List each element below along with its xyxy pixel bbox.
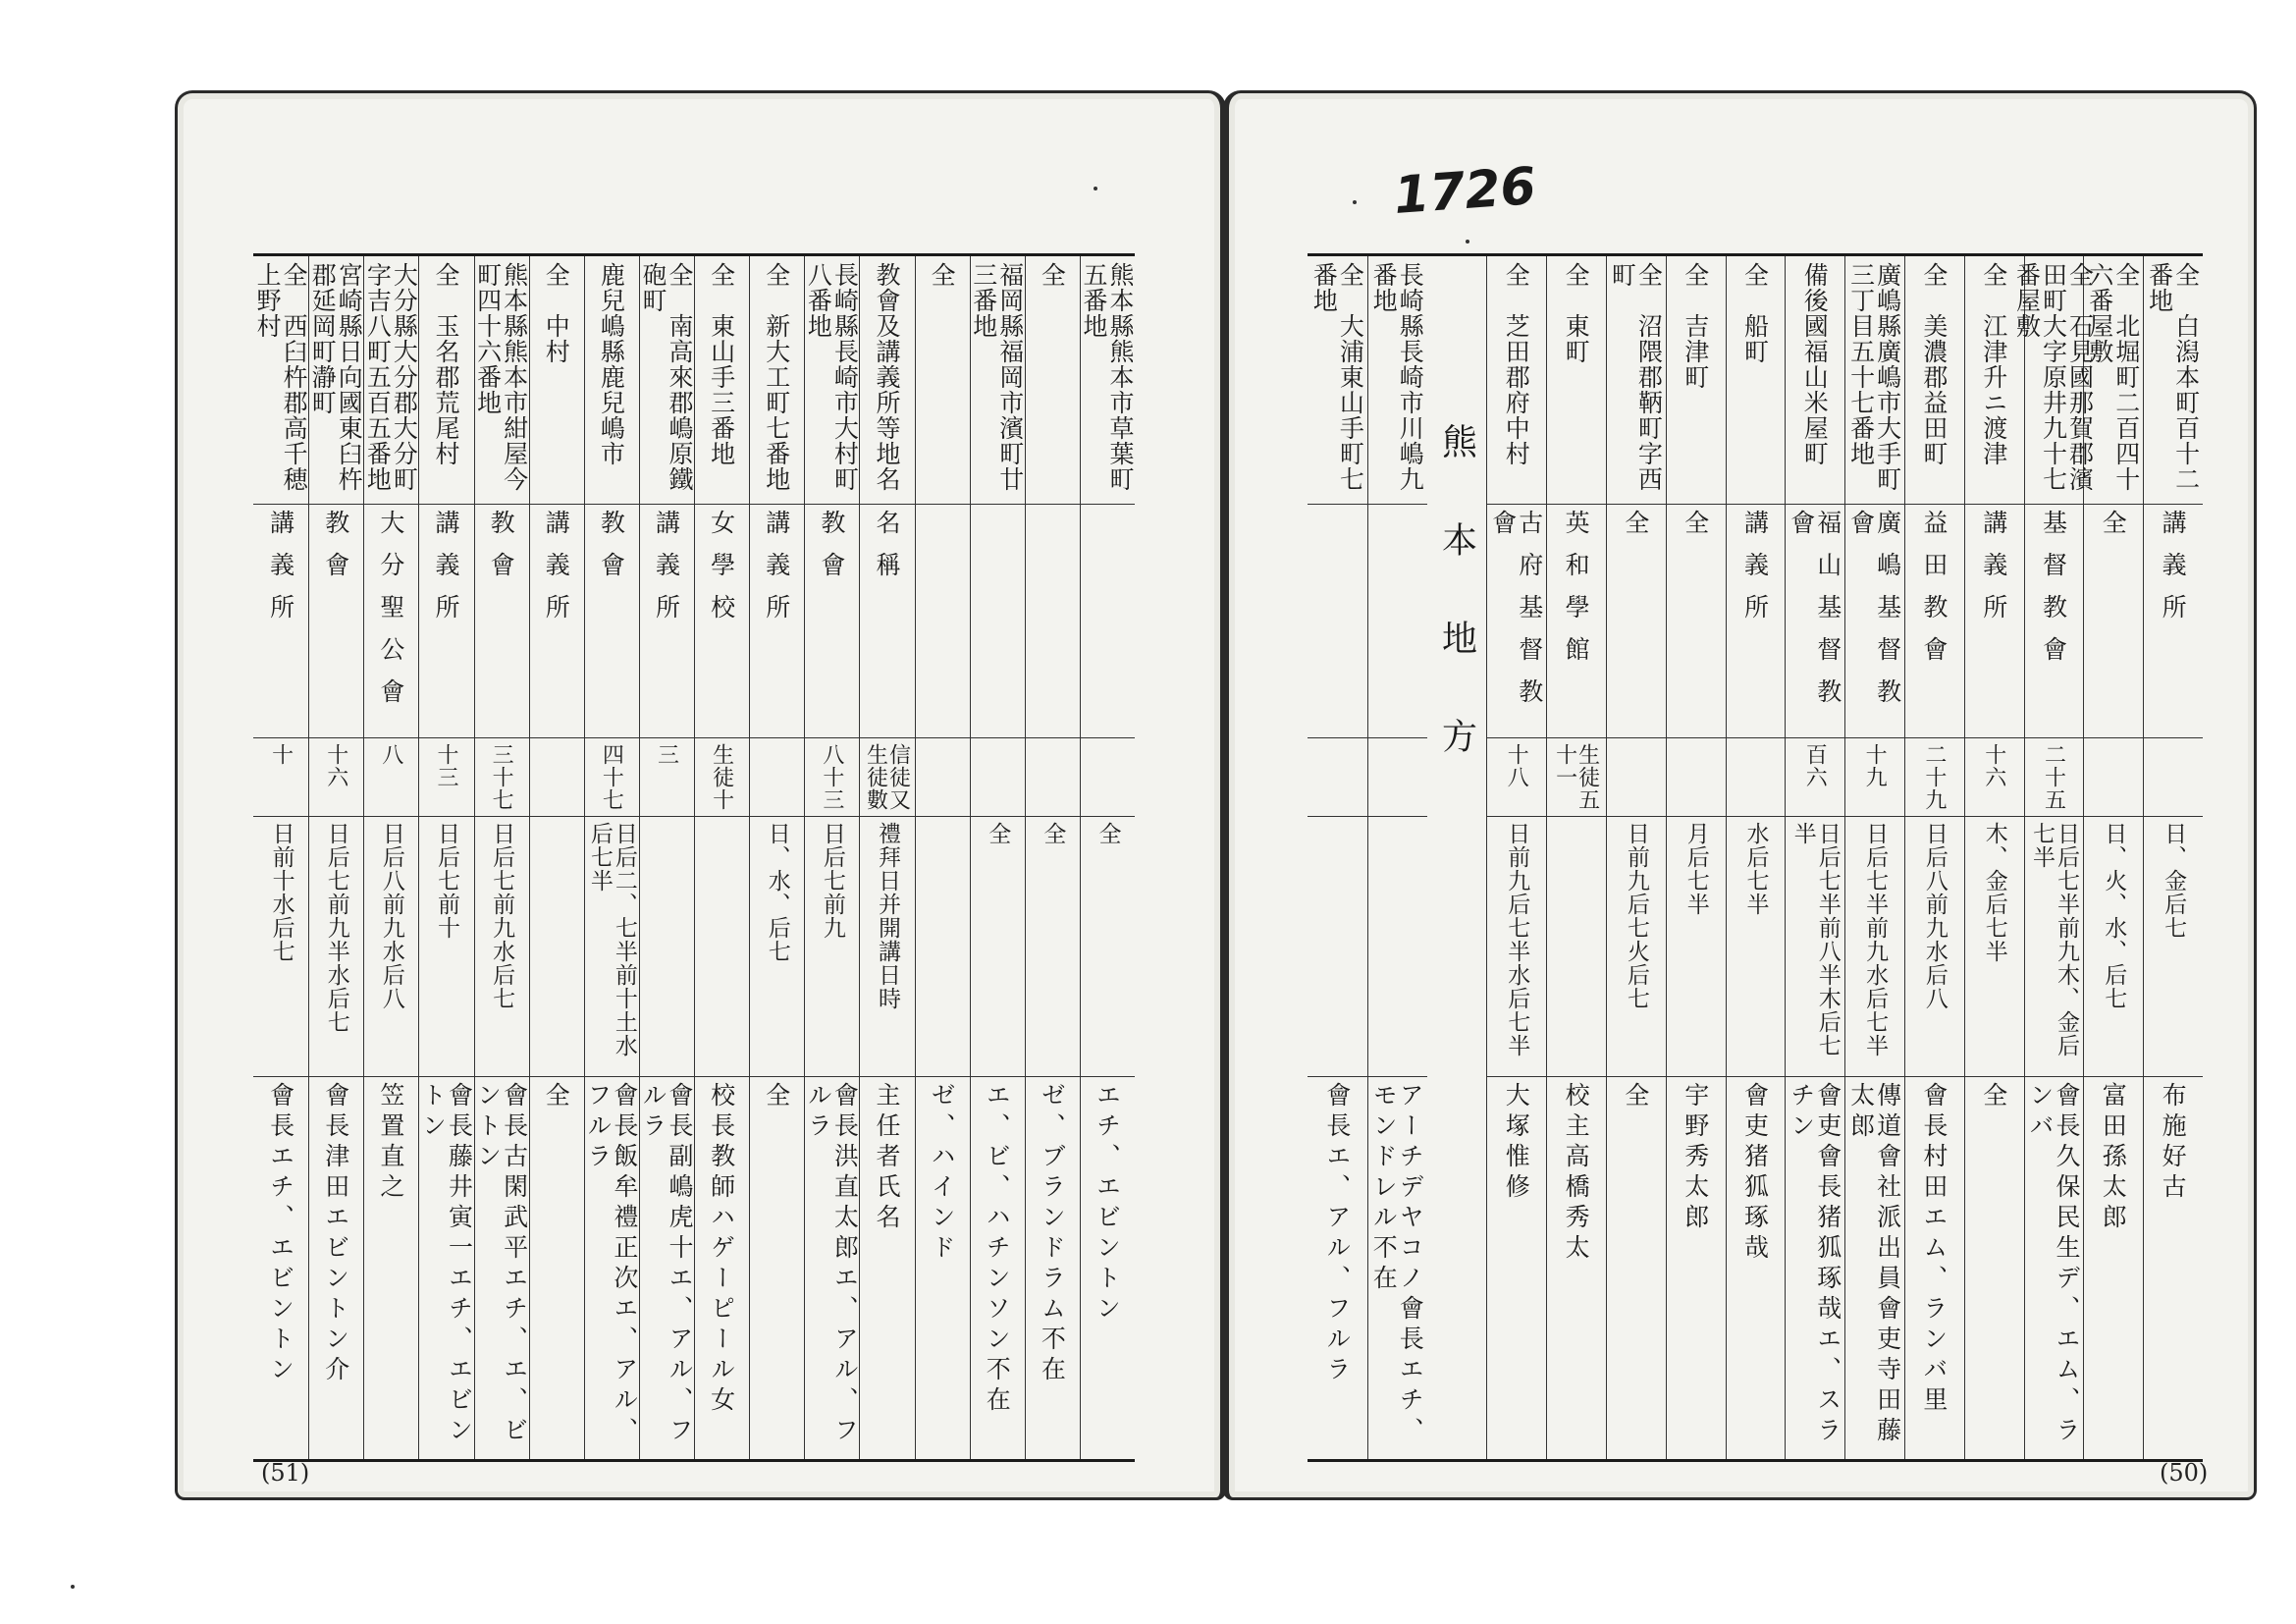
- table-column: [639, 256, 695, 1459]
- name-cell: 福山基督教會: [1787, 510, 1842, 721]
- address-cell: 鹿兒嶋縣鹿兒嶋市: [597, 262, 626, 466]
- address-cell: 全 沼隈郡鞆町字西町: [1608, 262, 1664, 492]
- person-in-charge-cell: 全: [762, 1082, 791, 1112]
- table-column: [1025, 256, 1081, 1459]
- service-time-cell: [915, 816, 970, 1076]
- table-column: [1308, 256, 1368, 1459]
- service-time-cell: [694, 816, 749, 1076]
- name-cell: 全: [2099, 510, 2128, 552]
- address-cell: 宮崎縣日向國東臼杵郡延岡町瀞町: [308, 262, 364, 492]
- service-time-cell: 日后七前十: [433, 822, 459, 940]
- address-cell: 熊本縣熊本市紺屋今町四十六番地: [473, 262, 529, 492]
- member-count-cell: 二十九: [1921, 743, 1947, 811]
- page-number-left: (51): [261, 1459, 310, 1487]
- person-in-charge-cell: 布施好古: [2159, 1082, 2188, 1204]
- member-count-cell: [1025, 737, 1080, 816]
- name-cell: 名稱: [872, 510, 901, 594]
- table-column: [1904, 256, 1965, 1459]
- member-count-cell: [529, 737, 584, 816]
- table-column: [1486, 256, 1547, 1459]
- member-count-cell: 十八: [1504, 743, 1529, 788]
- address-cell: 全 北堀町二百四十六番屋敷: [2085, 262, 2141, 492]
- name-cell: 講義所: [1740, 510, 1770, 636]
- member-count-cell: 十六: [1981, 743, 2006, 788]
- table-column: [1666, 256, 1727, 1459]
- member-count-cell: 十九: [1862, 743, 1888, 788]
- member-count-cell: 十: [268, 743, 294, 766]
- service-time-cell: 日后七前九水后七: [489, 822, 515, 1010]
- person-in-charge-cell: 會長村田エム、ランバ里: [1919, 1082, 1949, 1417]
- address-cell: 全 中村: [542, 262, 571, 364]
- address-cell: 全 船町: [1740, 262, 1770, 364]
- person-in-charge-cell: エチ、エビントン: [1093, 1082, 1122, 1326]
- service-time-cell: [639, 816, 694, 1076]
- member-count-cell: 八: [378, 743, 403, 766]
- address-cell: 全 石見國那賀郡濱田町大字原井九十七番屋敷: [2012, 262, 2095, 492]
- table-column: [1367, 256, 1428, 1459]
- speck: [1353, 200, 1357, 204]
- person-in-charge-cell: 會吏會長猪狐琢哉エ、スラチン: [1787, 1082, 1842, 1447]
- handwritten-number: 1726: [1392, 157, 1538, 226]
- person-in-charge-cell: 主任者氏名: [872, 1082, 901, 1234]
- name-cell: 教會: [597, 510, 626, 594]
- service-time-cell: 日后八前九水后八: [378, 822, 404, 1010]
- person-in-charge-cell: 全: [1621, 1082, 1650, 1112]
- table-column: [915, 256, 971, 1459]
- service-time-cell: 日、金后七: [2161, 822, 2187, 940]
- address-cell: 熊本縣熊本市草葉町五番地: [1079, 262, 1135, 492]
- member-count-cell: [1606, 737, 1666, 816]
- name-cell: [1025, 504, 1080, 737]
- address-cell: 全 芝田郡府中村: [1502, 262, 1531, 466]
- name-cell: [1308, 504, 1367, 737]
- service-time-cell: [1308, 816, 1367, 1076]
- person-in-charge-cell: 會長藤井寅一エチ、エビントン: [418, 1082, 474, 1447]
- address-cell: 全 江津升ニ渡津: [1979, 262, 2008, 466]
- person-in-charge-cell: 會吏猪狐琢哉: [1740, 1082, 1770, 1265]
- address-cell: 大分縣大分郡大分町字吉八町五百五番地: [363, 262, 419, 492]
- table-column: [1427, 256, 1488, 1459]
- address-cell: 長崎縣長崎市大村町八番地: [804, 262, 860, 492]
- person-in-charge-cell: 笠置直之: [376, 1082, 405, 1204]
- service-time-cell: 禮拜日并開講日時: [874, 822, 900, 1010]
- table-column: [1844, 256, 1905, 1459]
- service-time-cell: 日后七半前九水后七半: [1862, 822, 1889, 1057]
- address-cell: 教會及講義所等地名: [872, 262, 901, 492]
- service-time-cell: 全: [1040, 822, 1066, 845]
- name-cell: [915, 504, 970, 737]
- member-count-cell: [1367, 737, 1427, 816]
- person-in-charge-cell: 會長洪直太郎エ、アル、フルラ: [804, 1082, 860, 1447]
- address-cell: 長崎縣長崎市川嶋九番地: [1369, 262, 1425, 492]
- member-count-cell: 十三: [433, 743, 458, 788]
- member-count-cell: [1080, 737, 1135, 816]
- member-count-cell: [970, 737, 1025, 816]
- address-cell: 全 美濃郡益田町: [1919, 262, 1949, 466]
- table-column: [253, 256, 309, 1459]
- name-cell: 講義所: [266, 510, 295, 636]
- member-count-cell: [1666, 737, 1726, 816]
- service-time-cell: 日后七前九: [819, 822, 845, 940]
- person-in-charge-cell: 會長津田エビントン介: [321, 1082, 350, 1386]
- member-count-cell: [2143, 737, 2203, 816]
- member-count-cell: 信徒又生徒數: [863, 743, 911, 811]
- member-count-cell: 百六: [1802, 743, 1828, 788]
- member-count-cell: [749, 737, 804, 816]
- service-time-cell: [1546, 816, 1606, 1076]
- table-column: [418, 256, 474, 1459]
- table-column: [1546, 256, 1607, 1459]
- speck: [1466, 240, 1469, 244]
- table-column: [970, 256, 1026, 1459]
- person-in-charge-cell: 校長教師ハゲーピール女: [707, 1082, 736, 1417]
- service-time-cell: 日后七半前九木、金后七半: [2029, 822, 2079, 1057]
- address-cell: 全 新大工町七番地: [762, 262, 791, 492]
- table-column: [529, 256, 585, 1459]
- member-count-cell: 生徒五十一: [1552, 743, 1600, 811]
- name-cell: 講義所: [762, 510, 791, 636]
- name-cell: 英和學館: [1562, 510, 1591, 678]
- person-in-charge-cell: 大塚惟修: [1502, 1082, 1531, 1204]
- service-time-cell: 全: [985, 822, 1011, 845]
- table-column: [2083, 256, 2144, 1459]
- name-cell: 講義所: [542, 510, 571, 636]
- member-count-cell: 八十三: [819, 743, 844, 811]
- person-in-charge-cell: ゼ、ハインド: [928, 1082, 957, 1265]
- person-in-charge-cell: 富田孫太郎: [2099, 1082, 2128, 1234]
- address-cell: 全 東山手三番地: [707, 262, 736, 466]
- service-time-cell: 水后七半: [1742, 822, 1769, 916]
- address-cell: 全 南高來郡嶋原鐵砲町: [638, 262, 694, 492]
- address-cell: 全 東町: [1562, 262, 1591, 364]
- left-directory-table: [253, 253, 1135, 1462]
- person-in-charge-cell: 全: [1979, 1082, 2008, 1112]
- table-column: [1080, 256, 1135, 1459]
- table-column: [474, 256, 530, 1459]
- service-time-cell: [1367, 816, 1427, 1076]
- person-in-charge-cell: エ、ビ、ハチンソン不在: [983, 1082, 1012, 1417]
- service-time-cell: [529, 816, 584, 1076]
- person-in-charge-cell: 會長エチ、エビントン: [266, 1082, 295, 1386]
- member-count-cell: 三十七: [489, 743, 514, 811]
- person-in-charge-cell: 會長飯牟禮正次エ、アル、フルラ: [583, 1082, 639, 1447]
- table-column: [363, 256, 419, 1459]
- service-time-cell: 日、火、水、后七: [2101, 822, 2127, 1010]
- name-cell: 全: [1621, 510, 1650, 552]
- page-number-right: (50): [2160, 1459, 2209, 1487]
- service-time-cell: 日后二、七半前十土水后七半: [586, 822, 637, 1057]
- person-in-charge-cell: 會長久保民生デ、エム、ランバ: [2026, 1082, 2081, 1447]
- service-time-cell: 木、金后七半: [1981, 822, 2007, 963]
- address-cell: 全 玉名郡荒尾村: [431, 262, 460, 466]
- service-time-cell: 日、水、后七: [764, 822, 790, 963]
- service-time-cell: 日前九后七火后七: [1623, 822, 1649, 1010]
- table-column: [2143, 256, 2203, 1459]
- name-cell: 講義所: [652, 510, 681, 636]
- person-in-charge-cell: 會長エ、アル、フルラ: [1322, 1082, 1352, 1386]
- service-time-cell: 日后八前九水后八: [1921, 822, 1948, 1010]
- name-cell: 教會: [817, 510, 846, 594]
- person-in-charge-cell: 校主高橋秀太: [1562, 1082, 1591, 1265]
- table-column: [694, 256, 750, 1459]
- person-in-charge-cell: 會長古閑武平エチ、エ、ビントン: [473, 1082, 529, 1447]
- member-count-cell: 三: [654, 743, 679, 766]
- name-cell: 講義所: [1979, 510, 2008, 636]
- address-cell: 廣嶋縣廣嶋市大手町三丁目五十七番地: [1846, 262, 1902, 492]
- service-time-cell: 日前九后七半水后七半: [1504, 822, 1530, 1057]
- name-cell: 女學校: [707, 510, 736, 636]
- table-column: [584, 256, 640, 1459]
- member-count-cell: [2083, 737, 2143, 816]
- member-count-cell: [1726, 737, 1786, 816]
- speck: [1094, 187, 1097, 190]
- service-time-cell: 月后七半: [1682, 822, 1709, 916]
- address-cell: 福岡縣福岡市濱町廿三番地: [969, 262, 1025, 492]
- name-cell: 講義所: [2159, 510, 2188, 636]
- address-cell: 全: [1038, 262, 1067, 288]
- member-count-cell: 生徒十: [709, 743, 734, 811]
- name-cell: 講義所: [431, 510, 460, 636]
- member-count-cell: 十六: [323, 743, 348, 788]
- person-in-charge-cell: 全: [542, 1082, 571, 1112]
- address-cell: 全: [928, 262, 957, 288]
- address-cell: 全 白潟本町百十二番地: [2145, 262, 2201, 492]
- address-cell: 全 吉津町: [1681, 262, 1710, 390]
- person-in-charge-cell: 會長副嶋虎十エ、アル、フルラ: [638, 1082, 694, 1447]
- table-column: [1785, 256, 1845, 1459]
- table-column: [804, 256, 860, 1459]
- name-cell: 大分聖公會: [376, 510, 405, 721]
- person-in-charge-cell: アーチデヤコノ會長エチ、モンドレル不在: [1369, 1082, 1425, 1447]
- name-cell: 全: [1681, 510, 1710, 552]
- member-count-cell: 二十五: [2041, 743, 2066, 811]
- address-cell: 全 西臼杵郡高千穂上野村: [253, 262, 309, 492]
- table-column: [2012, 256, 2095, 1459]
- address-cell: 全 大浦東山手町七番地: [1309, 262, 1365, 492]
- person-in-charge-cell: 傳道會社派出員會吏寺田藤太郎: [1846, 1082, 1902, 1447]
- name-cell: [1080, 504, 1135, 737]
- service-time-cell: 全: [1095, 822, 1121, 845]
- member-count-cell: [915, 737, 970, 816]
- name-cell: 益田教會: [1919, 510, 1949, 678]
- address-cell: 備後國福山米屋町: [1800, 262, 1830, 466]
- right-directory-table: [1308, 253, 2203, 1462]
- service-time-cell: 日后七半前八半木后七半: [1789, 822, 1841, 1057]
- person-in-charge-cell: ゼ、ブランドラム不在: [1038, 1082, 1067, 1386]
- service-time-cell: 日后七前九半水后七: [323, 822, 349, 1034]
- speck: [71, 1585, 75, 1589]
- name-cell: 基督教會: [2039, 510, 2068, 678]
- name-cell: 廣嶋基督教會: [1846, 510, 1902, 721]
- member-count-cell: 四十七: [599, 743, 624, 811]
- member-count-cell: [1308, 737, 1367, 816]
- table-column: [1726, 256, 1787, 1459]
- table-column: [859, 256, 915, 1459]
- name-cell: 古府基督教會: [1488, 510, 1544, 721]
- person-in-charge-cell: 宇野秀太郎: [1681, 1082, 1710, 1234]
- name-cell: 教會: [487, 510, 516, 594]
- table-column: [308, 256, 364, 1459]
- name-cell: 教會: [321, 510, 350, 594]
- region-title: 熊本地方: [1436, 423, 1477, 816]
- name-cell: [970, 504, 1025, 737]
- service-time-cell: 日前十水后七: [268, 822, 294, 963]
- table-column: [1606, 256, 1667, 1459]
- name-cell: [1367, 504, 1427, 737]
- table-column: [749, 256, 805, 1459]
